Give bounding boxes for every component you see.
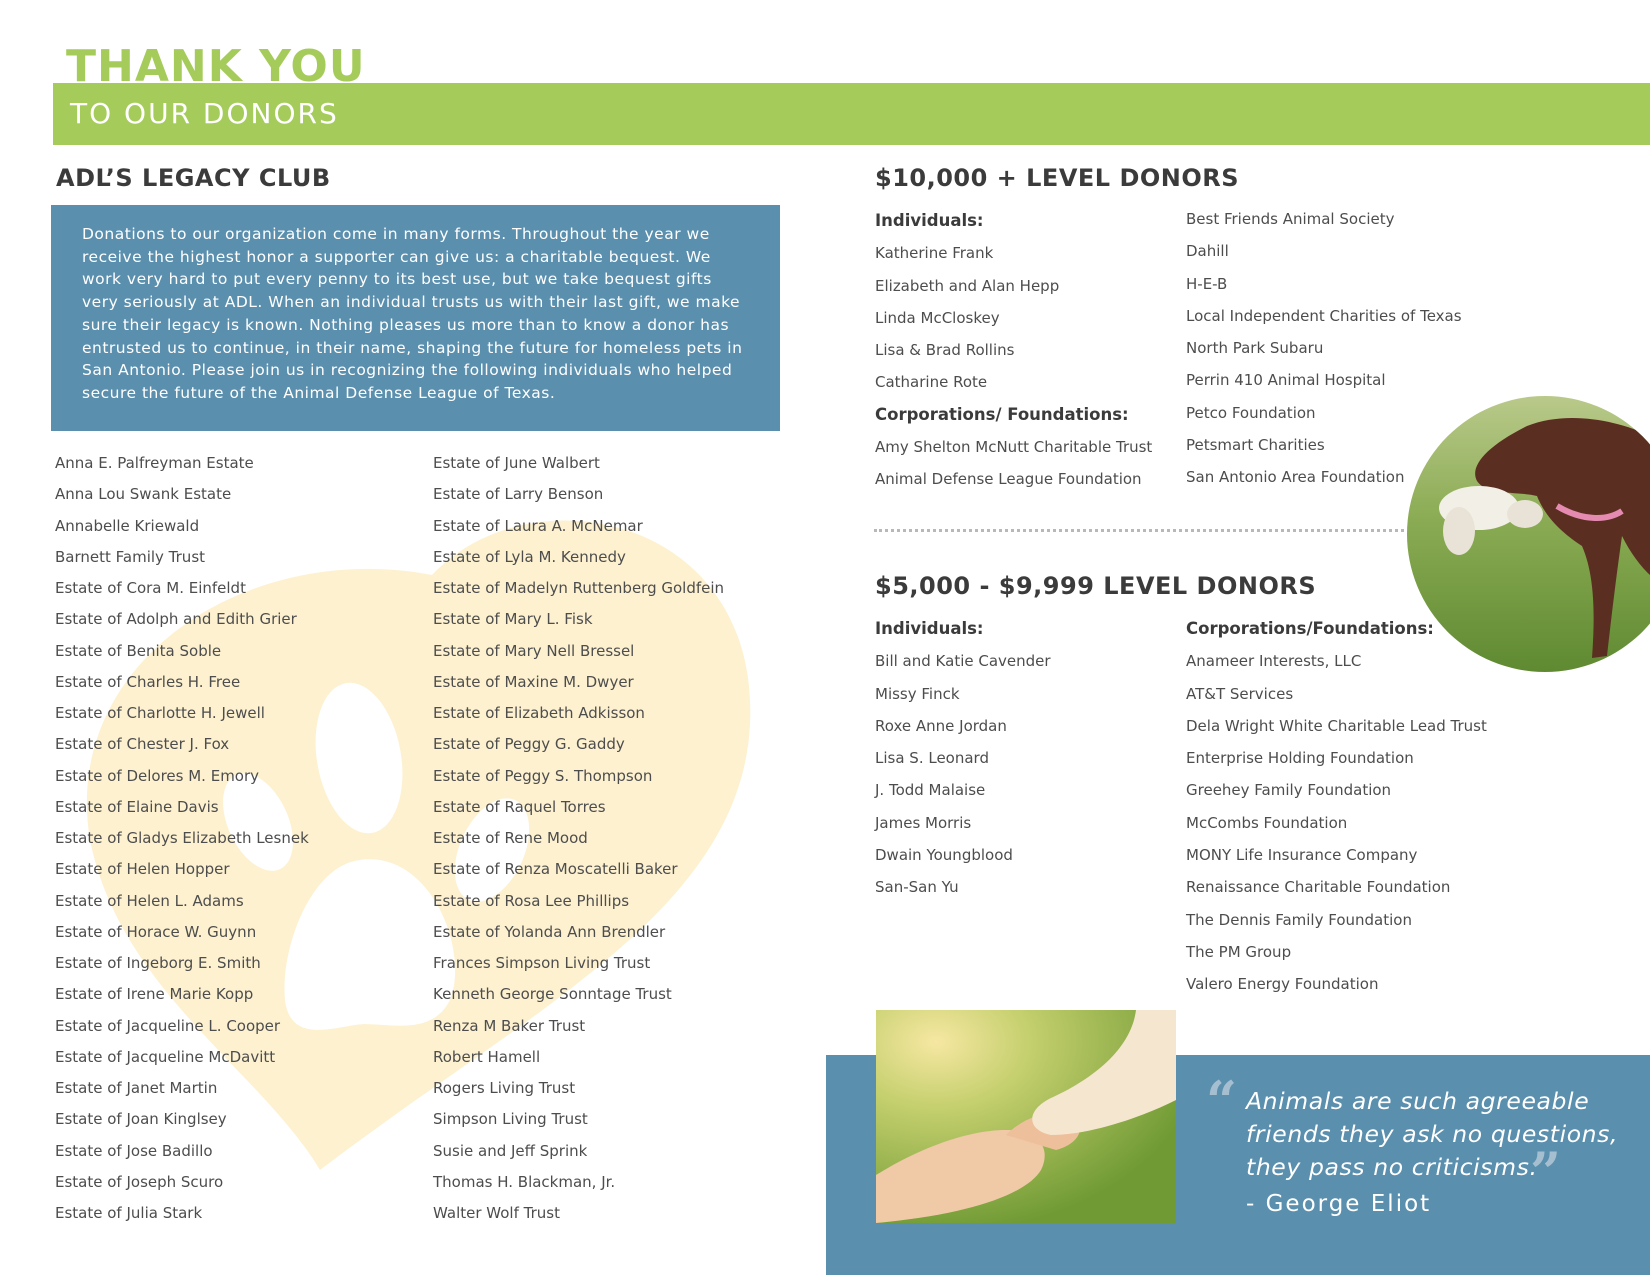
donor-list-item: Best Friends Animal Society [1186, 210, 1395, 228]
donor-list-item: Estate of Mary Nell Bressel [433, 641, 635, 660]
donor-list-item: Thomas H. Blackman, Jr. [433, 1172, 616, 1191]
donor-list-item: Estate of Lyla M. Kennedy [433, 547, 626, 566]
donor-list-item: Estate of Madelyn Ruttenberg Goldfein [433, 579, 725, 597]
individuals-label: Individuals: [875, 211, 984, 230]
donor-list-item: Simpson Living Trust [433, 1110, 588, 1129]
donor-list-item: Estate of Chester J. Fox [55, 735, 230, 754]
donor-list-item: Enterprise Holding Foundation [1186, 749, 1414, 768]
donor-list-item: Estate of Jacqueline L. Cooper [55, 1016, 281, 1035]
donor-list-item: Dwain Youngblood [875, 846, 1013, 865]
donor-list-item: Estate of Jose Badillo [55, 1141, 213, 1160]
donor-list-item: Estate of Raquel Torres [433, 797, 606, 816]
donor-list-item: Frances Simpson Living Trust [433, 954, 651, 972]
donor-list-item: Rogers Living Trust [433, 1079, 576, 1097]
donor-list-item: MONY Life Insurance Company [1186, 846, 1418, 865]
donor-list-item: Estate of Horace W. Guynn [55, 922, 257, 941]
donor-list-item: Estate of Gladys Elizabeth Lesnek [55, 829, 309, 847]
donor-list-item: San-San Yu [875, 878, 959, 897]
donor-list-item: San Antonio Area Foundation [1186, 468, 1405, 487]
legacy-intro-box [51, 205, 780, 431]
donor-list-item: Perrin 410 Animal Hospital [1186, 371, 1386, 390]
donor-list-item: Walter Wolf Trust [433, 1204, 560, 1222]
donor-list-item: Estate of Peggy S. Thompson [433, 766, 653, 785]
donor-list-item: Renza M Baker Trust [433, 1016, 586, 1035]
donor-list-item: Estate of Peggy G. Gaddy [433, 735, 625, 754]
donor-list-item: Petsmart Charities [1186, 436, 1325, 455]
corporations-label: Corporations/Foundations: [1186, 619, 1434, 638]
donor-list-item: Estate of Joan Kinglsey [55, 1110, 227, 1129]
donor-list-item: Katherine Frank [875, 244, 994, 263]
donor-list-item: Elizabeth and Alan Hepp [875, 276, 1060, 295]
legacy-intro-text: Donations to our organization come in many forms. Throughout the year we receive the highest honor a supporter can give us: a charitable bequest. We work very hard to put every penny to its best use, but we take bequest gifts very seriously at ADL. When an individual trusts us with their last gift, we make sure their legacy is known. Nothing pleases us more than to know a donor has entrusted us to continue, in their name, shaping the future for homeless pets in San Antonio. Please join us in recognizing the following individuals who helped secure the future of the Animal Defense League of Texas. [82, 225, 743, 402]
donor-list-item: Estate of Julia Stark [55, 1204, 203, 1222]
donor-list-item: Estate of Rosa Lee Phillips [433, 891, 630, 910]
legacy-list-column-1 [55, 448, 309, 1229]
donor-list-item: Animal Defense League Foundation [875, 470, 1142, 489]
quote-text: Animals are such agreeable friends they ask no questions, they pass no criticisms. [1246, 1087, 1619, 1181]
donor-list-item: Estate of Joseph Scuro [55, 1172, 224, 1191]
donor-list-item: Estate of June Walbert [433, 454, 600, 472]
donor-list-item: Valero Energy Foundation [1186, 975, 1379, 994]
hand-and-paw-photo [876, 1010, 1176, 1223]
donor-list-item: Robert Hamell [433, 1047, 541, 1066]
donor-list-item: Catharine Rote [875, 373, 988, 392]
close-quote-icon: ” [1530, 1140, 1562, 1204]
donor-list-item: Anameer Interests, LLC [1186, 652, 1362, 671]
donor-list-item: North Park Subaru [1186, 339, 1324, 358]
donor-list-item: Susie and Jeff Sprink [433, 1141, 588, 1160]
donor-list-item: J. Todd Malaise [875, 781, 986, 800]
donor-list-item: Linda McCloskey [875, 308, 1000, 327]
donor-list-item: Estate of Delores M. Emory [55, 766, 260, 785]
level-5k-column-2 [1186, 613, 1487, 1001]
page-subtitle: TO OUR DONORS [70, 97, 339, 130]
donor-list-item: Bill and Katie Cavender [875, 652, 1051, 671]
legacy-list-column-2 [433, 448, 724, 1229]
donor-list-item: Anna Lou Swank Estate [55, 485, 232, 504]
donor-list-item: Estate of Yolanda Ann Brendler [433, 922, 666, 941]
donor-list-item: Estate of Adolph and Edith Grier [55, 610, 297, 629]
donor-list-item: Estate of Larry Benson [433, 485, 604, 504]
donor-list-item: The Dennis Family Foundation [1186, 910, 1412, 929]
donor-list-item: Anna E. Palfreyman Estate [55, 454, 254, 472]
donor-list-item: McCombs Foundation [1186, 813, 1348, 832]
donor-list-item: Estate of Charles H. Free [55, 672, 241, 691]
donor-list-item: Lisa S. Leonard [875, 749, 989, 768]
quote-author: - George Eliot [1246, 1191, 1432, 1217]
page-title: THANK YOU [66, 41, 366, 92]
level-10k-column-1 [875, 205, 1152, 496]
donor-list-item: Estate of Elaine Davis [55, 797, 219, 816]
donor-list-item: Estate of Jacqueline McDavitt [55, 1047, 276, 1066]
open-quote-icon: “ [1206, 1069, 1238, 1133]
donor-list-item: Estate of Benita Soble [55, 641, 222, 660]
donor-list-item: Estate of Helen Hopper [55, 860, 230, 879]
donor-list-item: Estate of Maxine M. Dwyer [433, 672, 634, 691]
legacy-club-title: ADL’S LEGACY CLUB [56, 164, 331, 192]
level-5k-title: $5,000 - $9,999 LEVEL DONORS [875, 572, 1317, 600]
donor-list-item: James Morris [875, 813, 972, 832]
level-10k-title: $10,000 + LEVEL DONORS [875, 164, 1240, 192]
donor-list-item: Roxe Anne Jordan [875, 716, 1007, 735]
donor-list-item: Estate of Charlotte H. Jewell [55, 704, 265, 722]
donor-list-item: Barnett Family Trust [55, 547, 206, 566]
donor-list-item: Estate of Irene Marie Kopp [55, 985, 254, 1004]
individuals-label: Individuals: [875, 619, 984, 638]
donor-list-item: Annabelle Kriewald [55, 516, 200, 535]
donor-list-item: Petco Foundation [1186, 403, 1316, 422]
donor-list-item: Kenneth George Sonntage Trust [433, 985, 672, 1004]
donor-list-item: The PM Group [1186, 942, 1292, 961]
donor-list-item: Estate of Elizabeth Adkisson [433, 704, 645, 722]
donor-list-item: AT&T Services [1186, 684, 1294, 703]
donor-list-item: Amy Shelton McNutt Charitable Trust [875, 438, 1153, 457]
donor-list-item: Lisa & Brad Rollins [875, 341, 1015, 360]
donor-list-item: Estate of Laura A. McNemar [433, 516, 643, 535]
donor-list-item: Missy Finck [875, 684, 960, 703]
donor-list-item: H-E-B [1186, 274, 1228, 293]
donor-list-item: Local Independent Charities of Texas [1186, 306, 1462, 325]
donor-list-item: Estate of Renza Moscatelli Baker [433, 860, 678, 879]
section-divider [874, 529, 1404, 532]
donor-list-item: Estate of Mary L. Fisk [433, 610, 593, 629]
donor-list-item: Estate of Helen L. Adams [55, 891, 244, 910]
donor-list-item: Estate of Cora M. Einfeldt [55, 579, 246, 597]
donor-list-item: Greehey Family Foundation [1186, 781, 1392, 800]
donor-list-item: Estate of Janet Martin [55, 1079, 218, 1097]
corporations-label: Corporations/ Foundations: [875, 404, 1129, 424]
donor-list-item: Renaissance Charitable Foundation [1186, 878, 1451, 897]
level-10k-column-2 [1186, 203, 1462, 494]
donor-list-item: Estate of Rene Mood [433, 829, 588, 847]
donor-list-item: Dahill [1186, 242, 1229, 261]
donor-list-item: Estate of Ingeborg E. Smith [55, 954, 261, 972]
donor-list-item: Dela Wright White Charitable Lead Trust [1186, 716, 1487, 735]
level-5k-column-1 [875, 613, 1051, 904]
